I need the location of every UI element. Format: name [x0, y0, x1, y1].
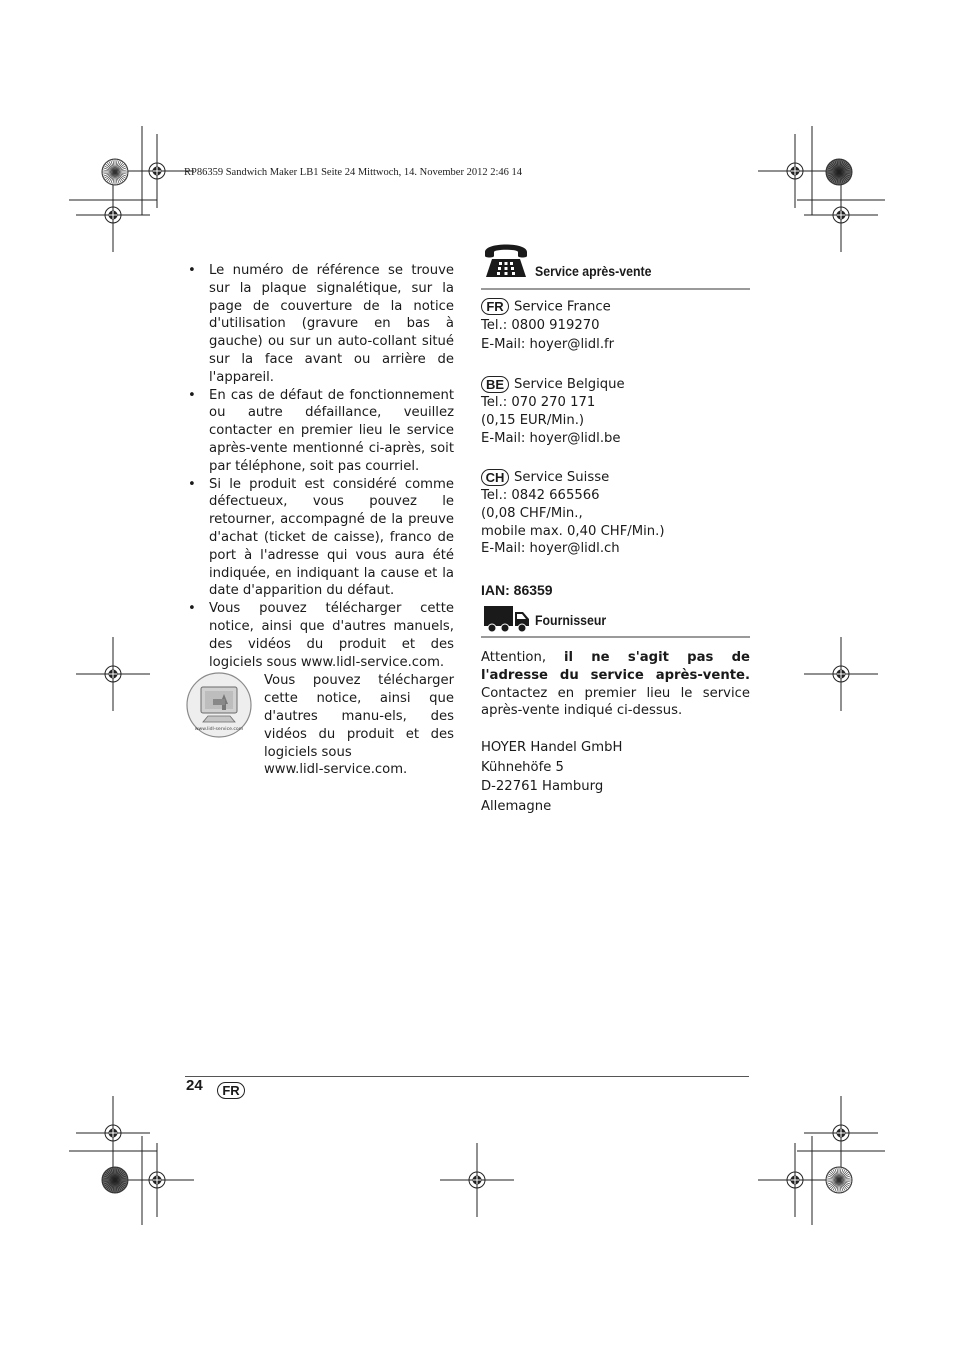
bullet: •: [188, 601, 196, 617]
color-rosette: [102, 159, 128, 185]
registration-mark: [120, 1143, 194, 1217]
list-item: • Si le produit est considéré comme défectueux, vous pouvez le retourner, accompagné de la preuve d'achat (ticket de caisse), franco de port à l'adresse qui vous aura été indiquée, en indiquant la cause et la date d'apparition du défaut.: [188, 476, 454, 599]
registration-mark: [76, 637, 150, 711]
supplier-address: HOYER Handel GmbH Kühnehöfe 5 D-22761 Hamburg Allemagne: [481, 740, 623, 814]
download-service-icon: [186, 672, 252, 738]
left-column: [186, 262, 454, 778]
color-rosette: [826, 1167, 852, 1193]
email-link[interactable]: E-Mail: hoyer@lidl.ch: [481, 541, 620, 557]
service-suisse: CH Service Suisse Tel.: 0842 665566 (0,08 CHF/Min., mobile max. 0,40 CHF/Min.) E-Mail: hoyer@lidl.ch: [481, 468, 750, 558]
supplier-header: [481, 604, 750, 638]
supplier-title: Fournisseur: [535, 612, 607, 628]
registration-mark: [76, 1096, 150, 1170]
registration-mark: [120, 134, 194, 208]
footer-rule: [185, 1076, 749, 1077]
download-text: Vous pouvez télécharger cette notice, ainsi que d'autres manu-els, des vidéos du produit et des logiciels sous www.lidl-service.com.: [264, 673, 454, 778]
icon-caption: www.lidl-service.com: [194, 727, 244, 733]
bullet: •: [188, 263, 196, 278]
email-link[interactable]: E-Mail: hoyer@lidl.fr: [481, 336, 615, 352]
registration-mark: [758, 134, 832, 208]
service-belgique: BE Service Belgique Tel.: 070 270 171 (0,15 EUR/Min.) E-Mail: hoyer@lidl.be: [481, 375, 750, 447]
page-number: 24: [186, 1077, 203, 1094]
registration-mark: [440, 1143, 514, 1217]
print-slug: RP86359 Sandwich Maker LB1 Seite 24 Mittwoch, 14. November 2012 2:46 14: [184, 167, 523, 178]
flag-ch-badge: CH: [481, 469, 509, 486]
list-item: • Vous pouvez télécharger cette notice, ainsi que d'autres manuels, des vidéos du produit et des logiciels sous www.lidl-service.com.: [188, 601, 454, 670]
registration-mark: [758, 1143, 832, 1217]
color-rosette: [826, 159, 852, 185]
telephone-icon: [483, 239, 529, 279]
registration-mark: [76, 178, 150, 252]
registration-mark: [804, 637, 878, 711]
service-title: Service après-vente: [535, 263, 652, 279]
registration-mark: [804, 178, 878, 252]
service-france: FR Service France Tel.: 0800 919270 E-Mail: hoyer@lidl.fr: [481, 298, 750, 354]
truck-icon: [484, 606, 530, 633]
service-header: [481, 238, 750, 290]
registration-mark: [804, 1096, 878, 1170]
info-bullet-list: [186, 262, 454, 671]
footer-lang-badge: FR: [217, 1080, 250, 1099]
bullet: •: [188, 387, 196, 403]
download-note: [186, 672, 454, 778]
color-rosette: [102, 1167, 128, 1193]
flag-be-badge: BE: [481, 376, 509, 393]
list-item: • En cas de défaut de fonctionnement ou autre défaillance, veuillez contacter en premier lieu le service après-vente mentionné ci-après, soit par téléphone, soit pas courriel.: [188, 387, 454, 474]
download-url[interactable]: www.lidl-service.com.: [264, 762, 408, 778]
bullet: •: [188, 476, 196, 492]
list-item: • Le numéro de référence se trouve sur la plaque signalétique, sur la page de couverture de la notice d'utilisation (gravure en bas à gauche) ou sur un auto-collant situé sur la face avant ou arrière de l'appareil.: [188, 263, 454, 385]
supplier-attention: Attention, il ne s'agit pas de l'adresse du service après-vente. Contactez en premier lieu le service après-vente indiqué ci-dessus.: [481, 650, 750, 719]
email-link[interactable]: E-Mail: hoyer@lidl.be: [481, 430, 621, 446]
flag-fr-badge: FR: [481, 298, 509, 315]
ian-number: IAN: 86359: [481, 582, 553, 598]
